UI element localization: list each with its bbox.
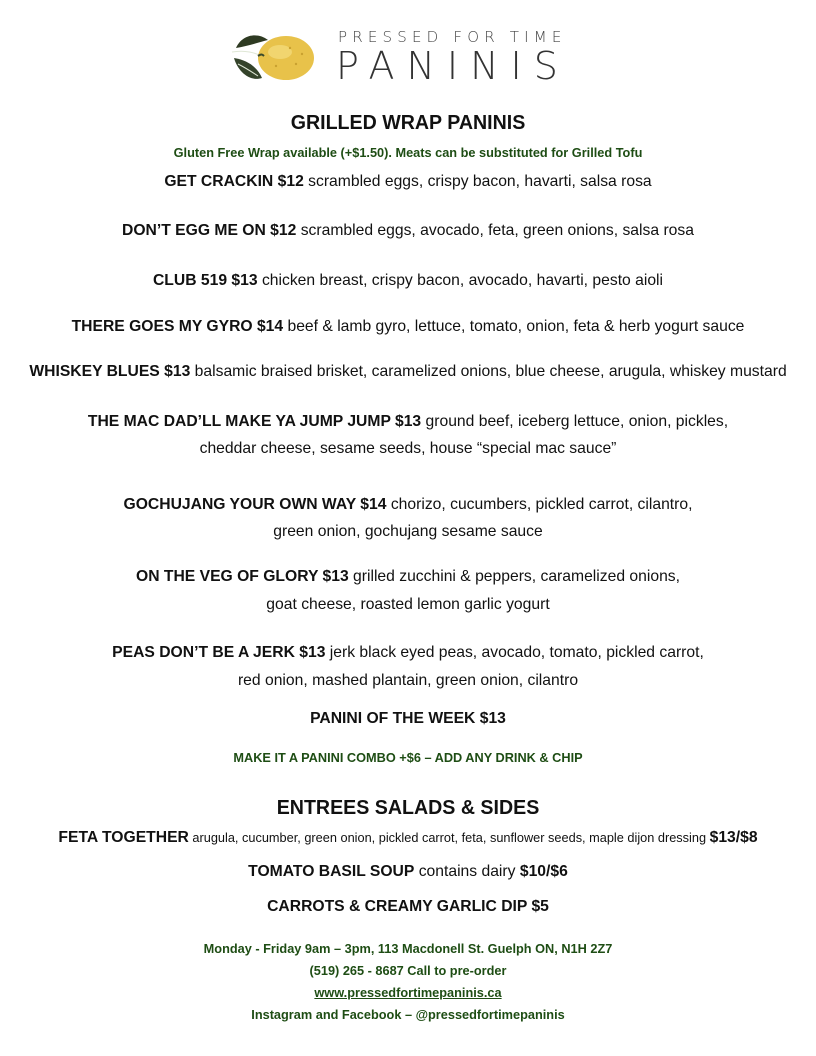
- item-name: TOMATO BASIL SOUP: [248, 863, 415, 880]
- item-description: arugula, cucumber, green onion, pickled carrot, feta, sunflower seeds, maple dijon dressing: [188, 830, 710, 845]
- item-name: GOCHUJANG YOUR OWN WAY $14: [123, 496, 387, 513]
- combo-offer: MAKE IT A PANINI COMBO +$6 – ADD ANY DRINK & CHIP: [233, 750, 583, 765]
- item-name: GET CRACKIN $12: [164, 173, 304, 190]
- section-heading-entrees: ENTREES SALADS & SIDES: [276, 797, 540, 819]
- menu-item: [8, 863, 808, 881]
- item-description-continued: red onion, mashed plantain, green onion, cilantro: [237, 672, 579, 689]
- phone-number[interactable]: (519) 265 - 8687 Call to pre-order: [309, 963, 507, 978]
- item-description: balsamic braised brisket, caramelized onions, blue cheese, arugula, whiskey mustard: [190, 363, 787, 380]
- menu-item: [8, 222, 808, 240]
- item-description: jerk black eyed peas, avocado, tomato, pickled carrot,: [325, 644, 704, 661]
- item-description-continued: green onion, gochujang sesame sauce: [273, 523, 543, 540]
- menu-item: [8, 363, 808, 381]
- menu-item: [8, 173, 808, 191]
- item-name: THE MAC DAD’LL MAKE YA JUMP JUMP $13: [87, 413, 422, 430]
- social-handle: Instagram and Facebook – @pressedfortimepaninis: [251, 1007, 565, 1022]
- lemon-with-leaves-icon: [228, 28, 320, 86]
- item-description: chorizo, cucumbers, pickled carrot, cilantro,: [386, 496, 693, 513]
- item-name: FETA TOGETHER: [58, 829, 189, 846]
- brand-tagline: PRESSED FOR TIME: [338, 28, 567, 46]
- item-description: grilled zucchini & peppers, caramelized onions,: [348, 568, 680, 585]
- menu-item: [8, 568, 808, 586]
- item-description: scrambled eggs, crispy bacon, havarti, salsa rosa: [303, 173, 652, 190]
- item-description: ground beef, iceberg lettuce, onion, pickles,: [421, 413, 729, 430]
- item-name: WHISKEY BLUES $13: [29, 363, 191, 380]
- item-name: THERE GOES MY GYRO $14: [71, 318, 284, 335]
- item-name: CLUB 519 $13: [152, 272, 258, 289]
- item-name: PEAS DON’T BE A JERK $13: [112, 644, 326, 661]
- item-description: scrambled eggs, avocado, feta, green onions, salsa rosa: [296, 222, 694, 239]
- hours-address: Monday - Friday 9am – 3pm, 113 Macdonell St. Guelph ON, N1H 2Z7: [203, 941, 613, 956]
- item-description: beef & lamb gyro, lettuce, tomato, onion, feta & herb yogurt sauce: [283, 318, 745, 335]
- brand-name: PANINIS: [336, 44, 570, 88]
- item-name: ON THE VEG OF GLORY $13: [135, 568, 349, 585]
- menu-item: [8, 829, 808, 847]
- menu-item: [8, 496, 808, 514]
- menu-item: [8, 318, 808, 336]
- menu-item: [8, 710, 808, 728]
- item-description: chicken breast, crispy bacon, avocado, havarti, pesto aioli: [257, 272, 664, 289]
- menu-item: [8, 272, 808, 290]
- menu-item: [8, 898, 808, 916]
- item-name: CARROTS & CREAMY GARLIC DIP $5: [267, 898, 549, 915]
- menu-item: [8, 413, 808, 431]
- item-name: DON’T EGG ME ON $12: [122, 222, 297, 239]
- gluten-free-note: Gluten Free Wrap available (+$1.50). Meats can be substituted for Grilled Tofu: [173, 145, 643, 160]
- item-description-continued: cheddar cheese, sesame seeds, house “special mac sauce”: [199, 440, 617, 457]
- section-heading-wraps: GRILLED WRAP PANINIS: [290, 112, 526, 134]
- menu-item: [8, 644, 808, 662]
- item-name: PANINI OF THE WEEK $13: [310, 710, 506, 727]
- item-description-continued: goat cheese, roasted lemon garlic yogurt: [266, 596, 550, 613]
- item-price: $13/$8: [709, 829, 758, 846]
- item-description: contains dairy: [414, 863, 520, 880]
- item-price: $10/$6: [519, 863, 568, 880]
- brand-logo: [228, 24, 588, 88]
- website-link[interactable]: www.pressedfortimepaninis.ca: [314, 985, 502, 1000]
